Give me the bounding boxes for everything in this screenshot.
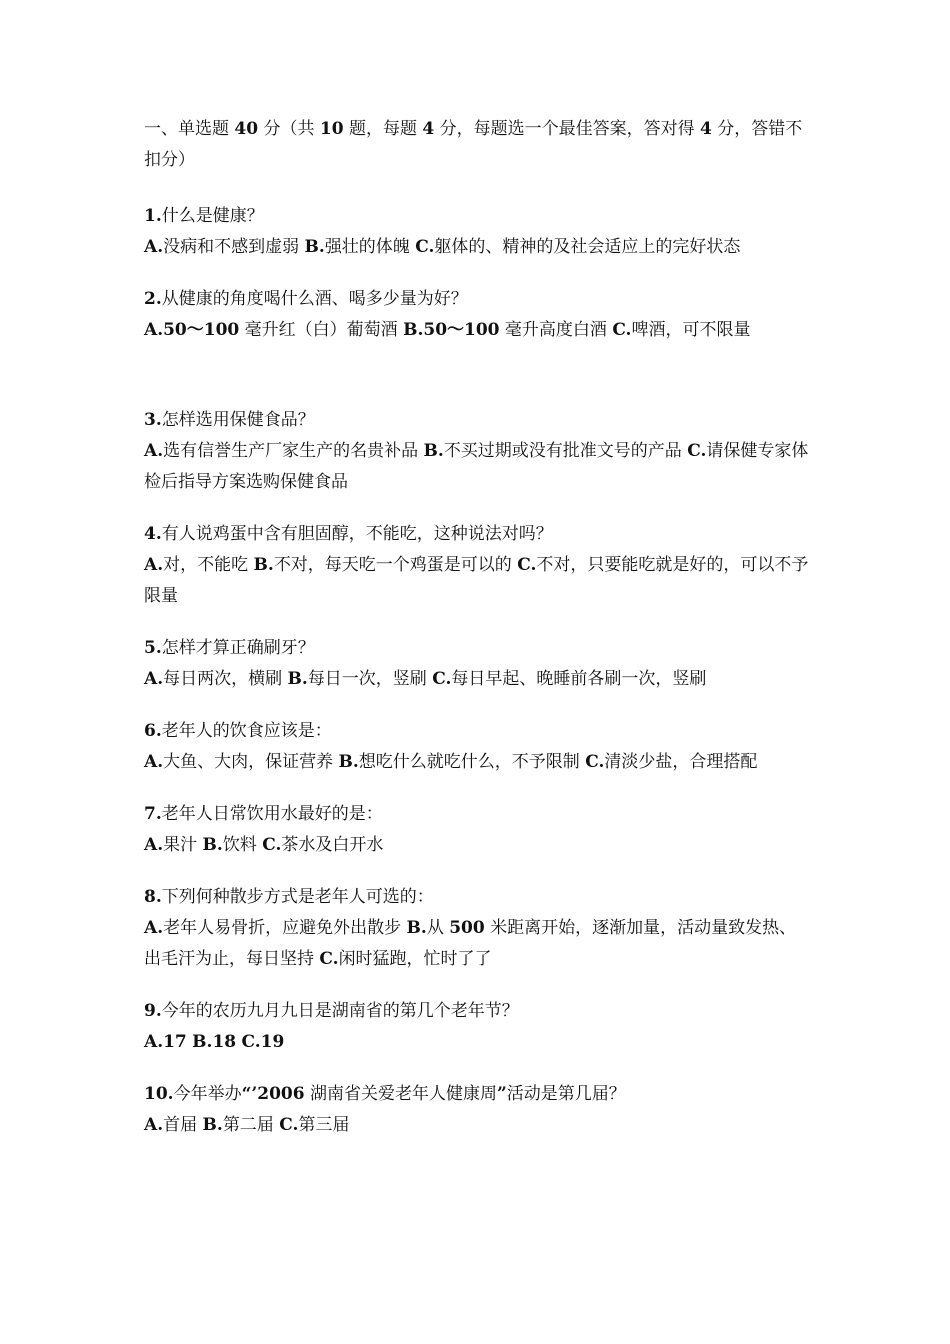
question-title: 7.老年人日常饮用水最好的是： [144,804,383,824]
question-9 [144,996,812,1058]
question-options: A.老年人易骨折，应避免外出散步 B.从 500 米距离开始，逐渐加量，活动量致发热、出毛汗为止，每日坚持 C.闲时猛跑，忙时了了 [144,918,797,969]
question-title: 9.今年的农历九月九日是湖南省的第几个老年节？ [144,1001,519,1021]
section-intro: 一、单选题 40 分（共 10 题，每题 4 分，每题选一个最佳答案，答对得 4 分，答错不扣分） [144,119,803,170]
question-title: 2.从健康的角度喝什么酒、喝多少量为好？ [144,289,468,309]
question-title: 1.什么是健康？ [144,206,264,226]
question-10 [144,1079,812,1141]
question-title: 3.怎样选用保健食品？ [144,410,315,430]
question-options: A.大鱼、大肉，保证营养 B.想吃什么就吃什么，不予限制 C.清淡少盐，合理搭配 [144,752,758,772]
question-options: A.每日两次，横刷 B.每日一次，竖刷 C.每日早起、晚睡前各刷一次，竖刷 [144,669,707,689]
question-title: 4.有人说鸡蛋中含有胆固醇，不能吃，这种说法对吗？ [144,524,553,544]
question-3 [144,405,812,498]
question-5 [144,633,812,695]
question-6 [144,716,812,778]
question-options: A.17 B.18 C.19 [144,1032,285,1052]
question-1 [144,201,812,263]
question-8 [144,882,812,975]
question-options: A.首届 B.第二届 C.第三届 [144,1115,350,1135]
question-options: A.果汁 B.饮料 C.茶水及白开水 [144,835,384,855]
question-title: 8.下列何种散步方式是老年人可选的： [144,887,434,907]
question-4 [144,519,812,612]
question-title: 6.老年人的饮食应该是： [144,721,332,741]
question-options: A.50～100 毫升红（白）葡萄酒 B.50～100 毫升高度白酒 C.啤酒，可不限量 [144,320,751,340]
question-7 [144,799,812,861]
question-2 [144,284,812,346]
question-title: 5.怎样才算正确刷牙？ [144,638,315,658]
question-options: A.选有信誉生产厂家生产的名贵补品 B.不买过期或没有批准文号的产品 C.请保健专家体检后指导方案选购保健食品 [144,441,809,492]
question-title: 10.今年举办“’2006 湖南省关爱老年人健康周”活动是第几届？ [144,1084,626,1104]
document-page [144,114,812,1141]
question-options: A.对，不能吃 B.不对，每天吃一个鸡蛋是可以的 C.不对，只要能吃就是好的，可以不予限量 [144,555,809,606]
question-options: A.没病和不感到虚弱 B.强壮的体魄 C.躯体的、精神的及社会适应上的完好状态 [144,237,741,257]
